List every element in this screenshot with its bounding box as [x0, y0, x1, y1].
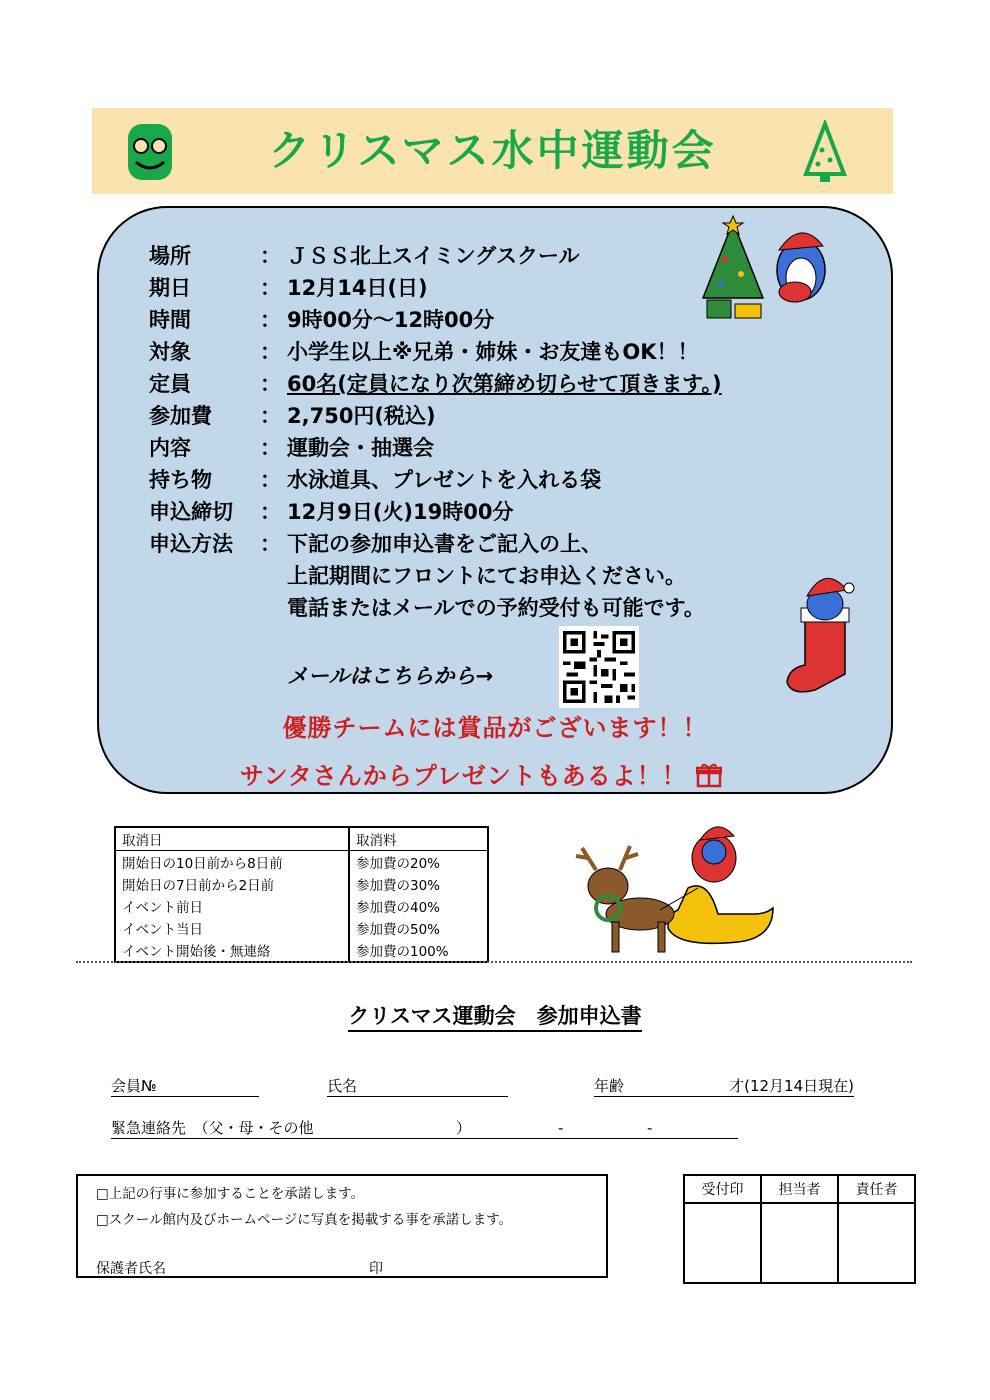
- stamp-header-reception: 受付印: [684, 1175, 761, 1203]
- info-label: 申込締切: [149, 500, 233, 524]
- table-cell: 開始日の10日前から8日前: [115, 851, 349, 874]
- consent-checkbox-photo[interactable]: □スクール館内及びホームページに写真を掲載する事を承諾します。: [96, 1212, 513, 1228]
- name-label: 氏名: [327, 1077, 358, 1095]
- christmas-tree-icon: [802, 120, 848, 184]
- qr-code-icon[interactable]: [559, 626, 639, 708]
- info-sep: ：: [260, 532, 281, 556]
- info-sep: ：: [260, 468, 281, 492]
- info-row-content: [149, 432, 434, 464]
- age-label: 年齢: [594, 1077, 625, 1095]
- event-info-panel: [97, 206, 893, 794]
- info-value: ＪＳＳ北上スイミングスクール: [287, 244, 580, 268]
- table-cell: 参加費の40%: [349, 895, 488, 917]
- emergency-label: 緊急連絡先 （父・母・その他: [111, 1119, 314, 1137]
- info-value: 60名(定員になり次第締め切らせて頂きます。): [287, 372, 722, 396]
- table-header-row: [115, 827, 488, 851]
- table-cell: イベント前日: [115, 895, 349, 917]
- info-label: 参加費: [149, 404, 212, 428]
- info-value: 12月14日(日): [287, 276, 428, 300]
- mail-label: メールはこちらから→: [287, 664, 494, 688]
- table-row: [115, 851, 488, 874]
- reindeer-sleigh-illustration: [568, 818, 788, 958]
- table-row: [115, 873, 488, 895]
- info-value: 2,750円(税込): [287, 404, 436, 428]
- info-label: 場所: [149, 244, 191, 268]
- emergency-contact-field[interactable]: [111, 1118, 738, 1139]
- table-row: [115, 895, 488, 917]
- tree-penguin-illustration: [695, 214, 835, 322]
- emergency-close: ）: [456, 1119, 472, 1137]
- info-row-capacity: [149, 368, 722, 400]
- info-label: 対象: [149, 340, 191, 364]
- info-label: 申込方法: [149, 532, 233, 556]
- stamp-cell: [684, 1203, 761, 1283]
- consent-checkbox-participation[interactable]: □上記の行事に参加することを承諾します。: [96, 1186, 365, 1202]
- info-value: 小学生以上※兄弟・姉妹・お友達もOK！！: [287, 340, 699, 364]
- present-notice-text: サンタさんからプレゼントもあるよ！！: [239, 762, 687, 790]
- info-row-belongings: [149, 464, 601, 496]
- info-row-date: [149, 272, 428, 304]
- info-value: 9時00分～12時00分: [287, 308, 495, 332]
- stocking-penguin-illustration: [775, 570, 865, 700]
- method-line-3: 電話またはメールでの予約受付も可能です。: [287, 596, 705, 620]
- info-row-venue: [149, 240, 580, 272]
- guardian-name-field[interactable]: [96, 1258, 383, 1278]
- info-label: 定員: [149, 372, 191, 396]
- stamp-cell: [761, 1203, 838, 1283]
- phone-dash: -: [558, 1119, 564, 1137]
- table-row: [115, 917, 488, 939]
- gift-icon: [696, 762, 722, 788]
- info-row-method: [149, 528, 602, 560]
- page-title: クリスマス水中運動会: [268, 126, 717, 175]
- age-suffix: 才(12月14日現在): [729, 1077, 854, 1095]
- info-row-time: [149, 304, 494, 336]
- form-title-text: クリスマス運動会 参加申込書: [348, 1004, 641, 1032]
- info-sep: ：: [260, 404, 281, 428]
- info-sep: ：: [260, 500, 281, 524]
- table-cell: 開始日の7日前から2日前: [115, 873, 349, 895]
- info-label: 持ち物: [149, 468, 212, 492]
- table-cell: 参加費の20%: [349, 851, 488, 874]
- info-value: 運動会・抽選会: [287, 436, 434, 460]
- method-line-2: 上記期間にフロントにてお申込ください。: [287, 564, 686, 588]
- stamp-header-manager: 責任者: [838, 1175, 915, 1203]
- info-row-target: [149, 336, 699, 368]
- santa-face-icon: [124, 122, 176, 182]
- info-sep: ：: [260, 340, 281, 364]
- table-row: [115, 939, 488, 962]
- table-cell: イベント当日: [115, 917, 349, 939]
- info-row-deadline: [149, 496, 513, 528]
- table-header-cell: 取消日: [115, 827, 349, 851]
- title-banner: [92, 108, 893, 194]
- table-cell: イベント開始後・無連絡: [115, 939, 349, 962]
- table-header-cell: 取消料: [349, 827, 488, 851]
- info-sep: ：: [260, 308, 281, 332]
- prize-notice: 優勝チームには賞品がございます！！: [282, 714, 708, 742]
- table-cell: 参加費の30%: [349, 873, 488, 895]
- info-value: 水泳道具、プレゼントを入れる袋: [287, 468, 602, 492]
- name-field[interactable]: [327, 1076, 508, 1097]
- form-title: [0, 1000, 990, 1030]
- phone-dash: -: [647, 1119, 653, 1137]
- seal-label: 印: [369, 1261, 383, 1277]
- cancellation-fee-table: [114, 826, 489, 963]
- info-sep: ：: [260, 276, 281, 300]
- age-field[interactable]: [594, 1076, 854, 1097]
- stamp-cell: [838, 1203, 915, 1283]
- info-sep: ：: [260, 372, 281, 396]
- info-row-fee: [149, 400, 436, 432]
- guardian-label: 保護者氏名: [96, 1261, 166, 1277]
- info-label: 期日: [149, 276, 191, 300]
- table-cell: 参加費の100%: [349, 939, 488, 962]
- stamp-header-staff: 担当者: [761, 1175, 838, 1203]
- table-cell: 参加費の50%: [349, 917, 488, 939]
- office-stamp-table: [683, 1174, 916, 1284]
- present-notice: [85, 756, 877, 791]
- info-value: 下記の参加申込書をご記入の上、: [287, 532, 602, 556]
- info-value: 12月9日(火)19時00分: [287, 500, 514, 524]
- info-label: 内容: [149, 436, 191, 460]
- info-label: 時間: [149, 308, 191, 332]
- info-sep: ：: [260, 436, 281, 460]
- cut-line-divider: [76, 961, 912, 963]
- consent-box: [76, 1174, 608, 1278]
- info-sep: ：: [260, 244, 281, 268]
- member-no-label: 会員№: [111, 1077, 157, 1095]
- member-no-field[interactable]: [111, 1076, 259, 1097]
